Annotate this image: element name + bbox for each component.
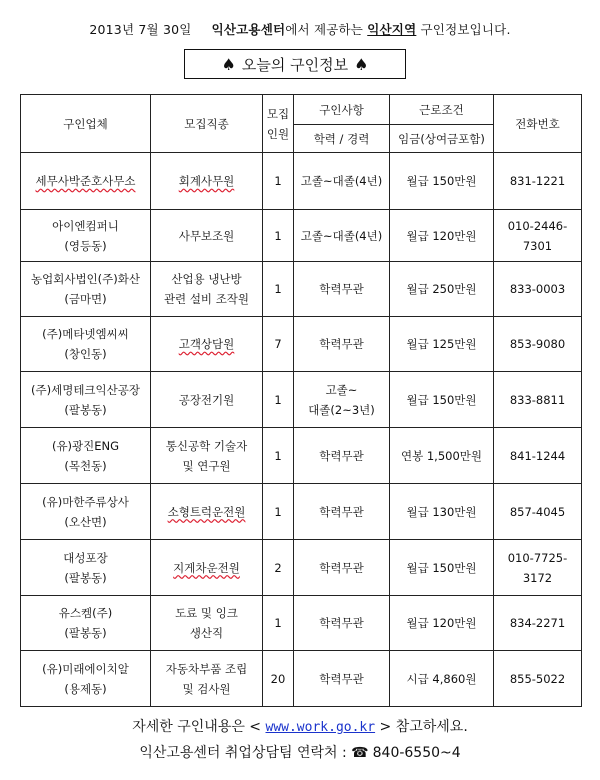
- phone-cell: [494, 484, 582, 540]
- phone-line2: 3172: [522, 570, 553, 585]
- intro-middle: 에서 제공하는: [285, 22, 368, 37]
- footer-line1-pre: 자세한 구인내용은 <: [132, 719, 266, 735]
- table-row: [21, 428, 582, 484]
- phone-line1: 855-5022: [509, 671, 566, 686]
- table-row: [21, 372, 582, 428]
- intro-region: 익산지역: [367, 22, 417, 37]
- header-condition: 근로조건: [390, 95, 494, 125]
- company-name: 농업회사법인(주)화산: [31, 272, 140, 286]
- phone-cell: [494, 372, 582, 428]
- requirement-line1: 고졸~: [325, 382, 358, 397]
- job-title-line2: 및 연구원: [182, 458, 231, 473]
- table-row: [21, 484, 582, 540]
- job-title-line2: 생산직: [189, 626, 224, 640]
- requirement-line2: 대졸(2~3년): [308, 402, 375, 417]
- requirement-line1: 고졸~대졸(4년): [300, 228, 383, 243]
- phone-cell: [494, 596, 582, 651]
- job-cell: [151, 596, 263, 651]
- intro-line: [0, 20, 600, 38]
- company-name: (유)마한주류상사: [42, 494, 129, 509]
- footer-phone: 840-6550~4: [372, 745, 461, 761]
- company-name: (주)메타넷엠씨씨: [42, 327, 129, 341]
- company-cell: [21, 428, 151, 484]
- job-cell: [151, 372, 263, 428]
- job-title-line2: 관련 설비 조작원: [163, 292, 250, 306]
- telephone-icon: ☎: [351, 745, 369, 761]
- phone-line1: 853-9080: [509, 337, 566, 351]
- count-cell: 1: [263, 210, 294, 262]
- job-title: 사무보조원: [178, 228, 235, 243]
- company-name: (유)광진ENG: [51, 438, 120, 453]
- company-cell: [21, 651, 151, 707]
- requirement-cell: [294, 317, 390, 372]
- count-cell: 1: [263, 372, 294, 428]
- requirement-line1: 학력무관: [319, 671, 364, 686]
- company-location: (용제동): [64, 681, 107, 696]
- footer-website-line: [0, 716, 600, 736]
- count-cell: 7: [263, 317, 294, 372]
- phone-line1: 010-7725-: [507, 550, 568, 565]
- job-title: 고객상담원: [178, 337, 235, 351]
- phone-line1: 833-8811: [509, 392, 566, 407]
- phone-cell: [494, 153, 582, 210]
- company-name: 세무사박준호사무소: [35, 174, 136, 188]
- wage-cell: 연봉 1,500만원: [390, 428, 494, 484]
- company-name: 아이엔컴퍼니: [52, 218, 119, 233]
- phone-cell: [494, 428, 582, 484]
- requirement-line1: 학력무관: [319, 282, 364, 296]
- job-cell: [151, 317, 263, 372]
- job-cell: [151, 262, 263, 317]
- company-location: (영등동): [64, 238, 107, 253]
- requirement-cell: [294, 651, 390, 707]
- job-cell: [151, 428, 263, 484]
- header-phone: 전화번호: [494, 95, 582, 153]
- header-job: 모집직종: [151, 95, 263, 153]
- job-title: 도료 및 잉크: [175, 606, 238, 620]
- job-title: 지게차운전원: [173, 560, 240, 575]
- company-cell: [21, 317, 151, 372]
- wage-cell: 월급 125만원: [390, 317, 494, 372]
- spade-icon: ♠: [354, 54, 369, 74]
- intro-date: 2013년 7월 30일: [89, 22, 192, 37]
- phone-cell: [494, 210, 582, 262]
- job-title: 회계사무원: [178, 174, 235, 188]
- wage-cell: 월급 120만원: [390, 596, 494, 651]
- company-cell: [21, 484, 151, 540]
- job-cell: [151, 540, 263, 596]
- footer-line2-pre: 익산고용센터 취업상담팀 연락처 :: [139, 745, 352, 761]
- wage-cell: 월급 150만원: [390, 153, 494, 210]
- company-location: (팔봉동): [64, 402, 107, 417]
- table-row: [21, 210, 582, 262]
- company-name: 유스켐(주): [58, 606, 113, 620]
- footer-line1-post: > 참고하세요.: [375, 719, 468, 735]
- company-location: (목천동): [64, 458, 107, 473]
- table-row: [21, 317, 582, 372]
- requirement-cell: [294, 484, 390, 540]
- phone-line2: 7301: [522, 238, 553, 253]
- job-cell: [151, 210, 263, 262]
- requirement-cell: [294, 428, 390, 484]
- phone-line1: 841-1244: [509, 448, 566, 463]
- phone-cell: [494, 262, 582, 317]
- phone-line1: 833-0003: [509, 282, 566, 296]
- header-requirement: 구인사항: [294, 95, 390, 125]
- job-title: 산업용 냉난방: [171, 272, 242, 286]
- company-location: (창인동): [64, 347, 107, 361]
- phone-cell: [494, 317, 582, 372]
- table-row: [21, 540, 582, 596]
- requirement-cell: [294, 540, 390, 596]
- header-count: [263, 95, 294, 153]
- header-condition-sub: 임금(상여금포함): [390, 125, 494, 153]
- count-cell: 20: [263, 651, 294, 707]
- job-title: 소형트럭운전원: [167, 504, 246, 519]
- count-cell: 1: [263, 262, 294, 317]
- company-name: (주)세명테크익산공장: [31, 382, 140, 397]
- phone-cell: [494, 651, 582, 707]
- requirement-line1: 학력무관: [319, 337, 364, 351]
- company-location: (팔봉동): [64, 570, 107, 585]
- intro-center: 익산고용센터: [211, 22, 286, 37]
- phone-line1: 857-4045: [509, 504, 566, 519]
- job-cell: [151, 484, 263, 540]
- company-location: (오산면): [64, 514, 107, 529]
- job-cell: [151, 651, 263, 707]
- phone-line1: 831-1221: [509, 174, 566, 188]
- wage-cell: 시급 4,860원: [390, 651, 494, 707]
- header-requirement-sub: 학력 / 경력: [294, 125, 390, 153]
- wage-cell: 월급 250만원: [390, 262, 494, 317]
- requirement-line1: 학력무관: [319, 616, 364, 630]
- title-box: [184, 49, 406, 79]
- company-name: 대성포장: [63, 550, 108, 565]
- job-cell: [151, 153, 263, 210]
- footer-contact-line: [0, 742, 600, 762]
- intro-tail: 구인정보입니다.: [416, 22, 511, 37]
- job-listings-table: [20, 94, 582, 707]
- requirement-cell: [294, 372, 390, 428]
- table-row: [21, 153, 582, 210]
- company-cell: [21, 262, 151, 317]
- phone-line1: 010-2446-: [507, 218, 568, 233]
- company-cell: [21, 210, 151, 262]
- count-cell: 1: [263, 596, 294, 651]
- table-row: [21, 262, 582, 317]
- spade-icon: ♠: [221, 54, 236, 74]
- count-cell: 1: [263, 484, 294, 540]
- header-count-line2: 인원: [266, 126, 290, 141]
- phone-cell: [494, 540, 582, 596]
- company-cell: [21, 596, 151, 651]
- requirement-cell: [294, 596, 390, 651]
- company-cell: [21, 153, 151, 210]
- requirement-cell: [294, 153, 390, 210]
- company-location: (금마면): [64, 292, 107, 306]
- header-count-line1: 모집: [266, 106, 290, 121]
- table-row: [21, 596, 582, 651]
- job-title: 자동차부품 조립: [165, 661, 248, 676]
- wage-cell: 월급 150만원: [390, 540, 494, 596]
- phone-line1: 834-2271: [509, 616, 566, 630]
- wage-cell: 월급 120만원: [390, 210, 494, 262]
- requirement-line1: 학력무관: [319, 448, 364, 463]
- company-location: (팔봉동): [64, 626, 107, 640]
- count-cell: 1: [263, 153, 294, 210]
- requirement-line1: 학력무관: [319, 504, 364, 519]
- worknet-link[interactable]: www.work.go.kr: [265, 720, 376, 735]
- header-company: 구인업체: [21, 95, 151, 153]
- page-title: 오늘의 구인정보: [241, 55, 349, 74]
- requirement-cell: [294, 262, 390, 317]
- wage-cell: 월급 150만원: [390, 372, 494, 428]
- requirement-line1: 고졸~대졸(4년): [300, 174, 383, 188]
- company-name: (유)미래에이치알: [42, 661, 129, 676]
- table-row: [21, 651, 582, 707]
- job-title-line2: 및 검사원: [182, 681, 231, 696]
- job-title: 공장전기원: [178, 392, 235, 407]
- requirement-line1: 학력무관: [319, 560, 364, 575]
- count-cell: 1: [263, 428, 294, 484]
- requirement-cell: [294, 210, 390, 262]
- wage-cell: 월급 130만원: [390, 484, 494, 540]
- job-title: 통신공학 기술자: [165, 438, 248, 453]
- company-cell: [21, 540, 151, 596]
- company-cell: [21, 372, 151, 428]
- count-cell: 2: [263, 540, 294, 596]
